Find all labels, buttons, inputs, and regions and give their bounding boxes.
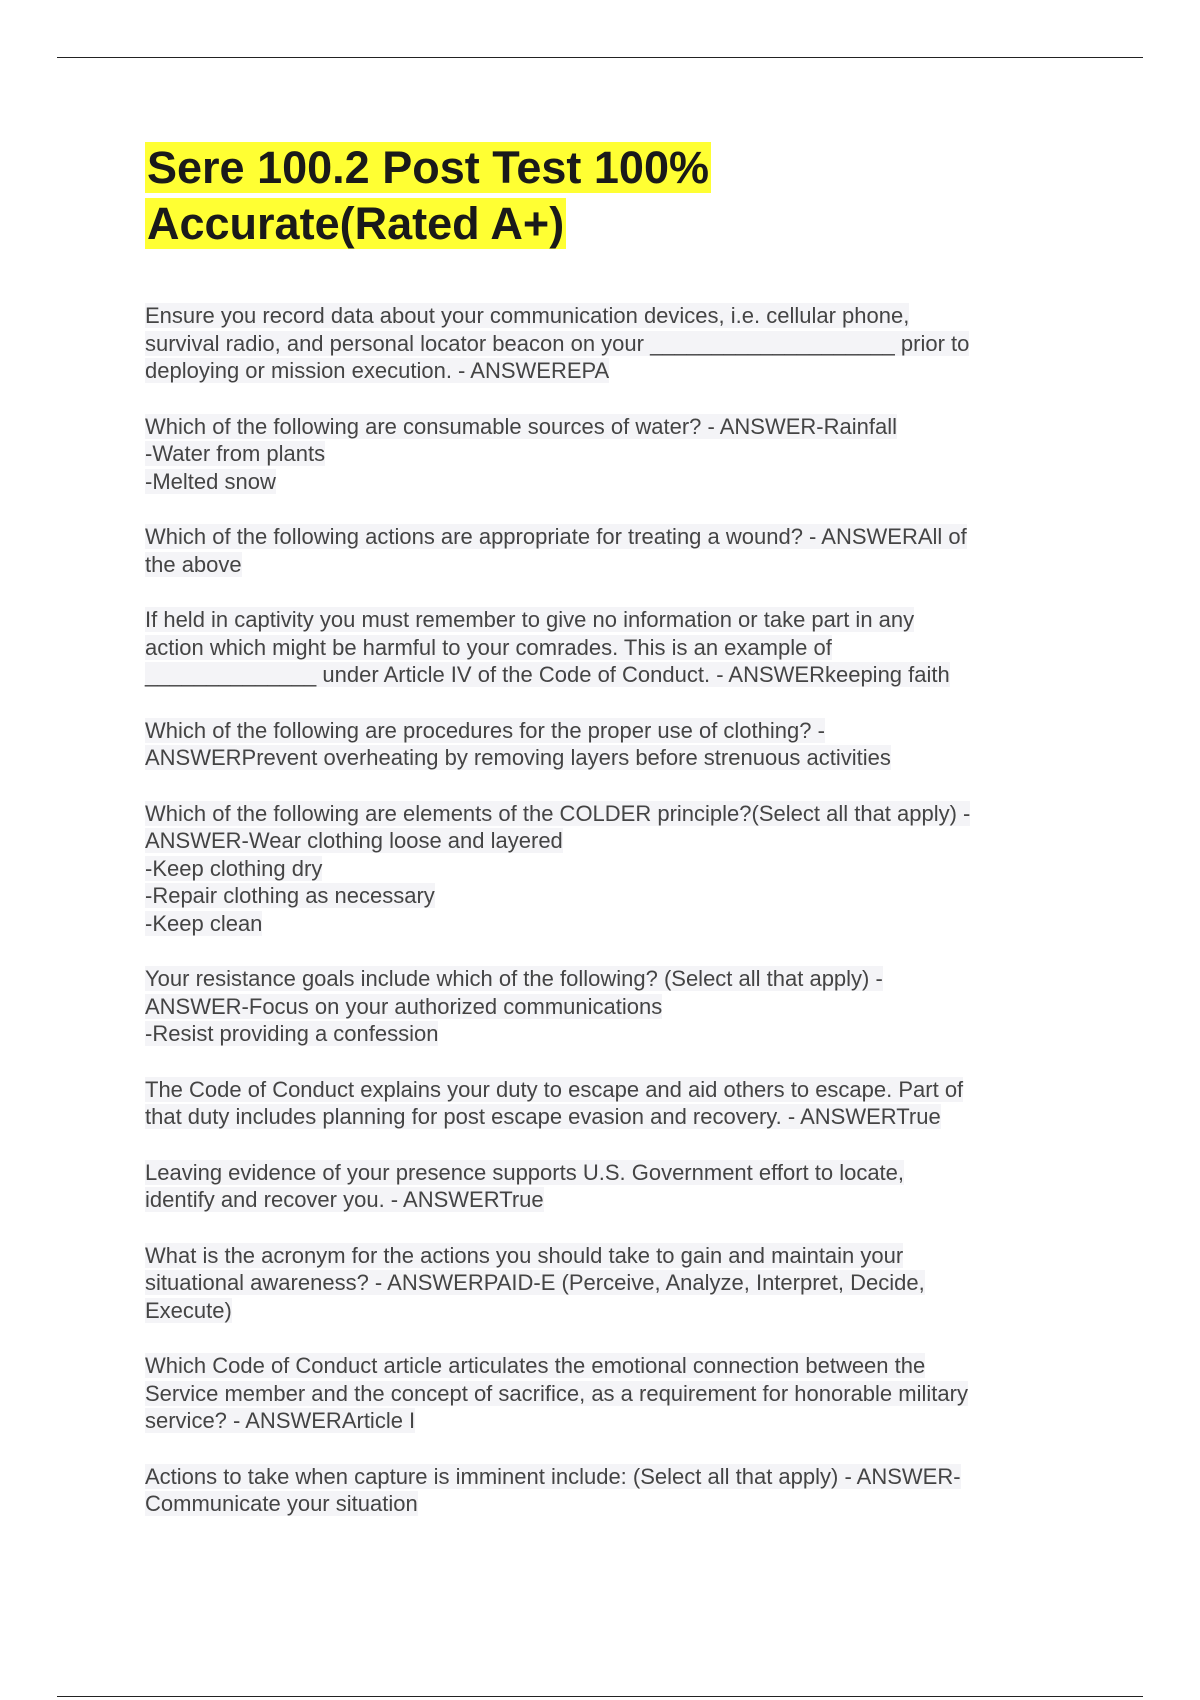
qa-line (145, 413, 1065, 441)
qa-line (145, 302, 1065, 330)
qa-line-text: situational awareness? - ANSWERPAID-E (Perceive, Analyze, Interpret, Decide, (145, 1270, 925, 1295)
qa-line (145, 1242, 1065, 1270)
qa-line (145, 468, 1065, 496)
qa-item (145, 1159, 1065, 1214)
qa-item (145, 965, 1065, 1048)
qa-line (145, 1407, 1065, 1435)
qa-line-text: action which might be harmful to your comrades. This is an example of (145, 634, 832, 660)
title-line-1: Sere 100.2 Post Test 100% (147, 142, 709, 193)
qa-line-text: If held in captivity you must remember to give no information or take part in any (145, 607, 915, 632)
qa-item (145, 302, 1065, 385)
footer-rule (57, 1696, 1143, 1697)
qa-line-text: What is the acronym for the actions you should take to gain and maintain your (145, 1242, 904, 1268)
qa-line (145, 1159, 1065, 1187)
qa-line (145, 827, 1065, 855)
qa-line-text: Service member and the concept of sacrifice, as a requirement for honorable military (145, 1380, 968, 1406)
qa-line (145, 551, 1065, 579)
qa-line-text: Leaving evidence of your presence supports U.S. Government effort to locate, (145, 1159, 905, 1185)
qa-line-text: Actions to take when capture is imminent include: (Select all that apply) - ANSWER- (145, 1463, 961, 1489)
qa-line (145, 965, 1065, 993)
qa-line-text: identify and recover you. - ANSWERTrue (145, 1187, 544, 1212)
qa-item (145, 1242, 1065, 1325)
qa-line (145, 744, 1065, 772)
qa-line-text: deploying or mission execution. - ANSWEREPA (145, 358, 610, 383)
qa-line (145, 1186, 1065, 1214)
qa-line (145, 1076, 1065, 1104)
qa-item (145, 1352, 1065, 1435)
qa-line-text: survival radio, and personal locator beacon on your ____________________ prior to (145, 330, 970, 356)
qa-line-text: Which of the following actions are appropriate for treating a wound? - ANSWERAll of (145, 524, 967, 549)
qa-line (145, 1297, 1065, 1325)
qa-line (145, 634, 1065, 662)
qa-item (145, 523, 1065, 578)
qa-line (145, 800, 1065, 828)
qa-line (145, 855, 1065, 883)
qa-line (145, 1463, 1065, 1491)
qa-line (145, 440, 1065, 468)
question-answer-list (145, 302, 1065, 1518)
qa-line (145, 717, 1065, 745)
qa-line (145, 357, 1065, 385)
qa-item (145, 1463, 1065, 1518)
qa-line (145, 993, 1065, 1021)
qa-line (145, 1020, 1065, 1048)
qa-line-text: Execute) (145, 1297, 232, 1323)
qa-line-text: -Resist providing a confession (145, 1021, 439, 1046)
qa-line-text: Which Code of Conduct article articulates the emotional connection between the (145, 1353, 926, 1378)
qa-line-text: ANSWER-Wear clothing loose and layered (145, 828, 563, 853)
qa-line-text: ANSWERPrevent overheating by removing layers before strenuous activities (145, 745, 891, 770)
qa-line (145, 1352, 1065, 1380)
qa-line (145, 1103, 1065, 1131)
qa-line-text: the above (145, 551, 242, 577)
qa-line-text: -Melted snow (145, 468, 276, 494)
qa-line-text: -Water from plants (145, 441, 326, 466)
qa-line-text: The Code of Conduct explains your duty to escape and aid others to escape. Part of (145, 1076, 964, 1102)
qa-line (145, 330, 1065, 358)
qa-line-text: Which of the following are consumable sources of water? - ANSWER-Rainfall (145, 413, 897, 439)
qa-line (145, 1269, 1065, 1297)
qa-line (145, 910, 1065, 938)
qa-line-text: -Keep clean (145, 910, 263, 936)
title-line-2: Accurate(Rated A+) (147, 198, 565, 249)
qa-line-text: Communicate your situation (145, 1491, 418, 1516)
qa-line-text: Ensure you record data about your communication devices, i.e. cellular phone, (145, 303, 910, 328)
qa-line-text: Which of the following are elements of the COLDER principle?(Select all that apply) - (145, 800, 971, 826)
qa-line (145, 1490, 1065, 1518)
qa-line (145, 882, 1065, 910)
qa-item (145, 606, 1065, 689)
qa-line-text: -Keep clothing dry (145, 855, 323, 881)
qa-item (145, 1076, 1065, 1131)
qa-line-text: that duty includes planning for post escape evasion and recovery. - ANSWERTrue (145, 1104, 941, 1129)
qa-line-text: service? - ANSWERArticle I (145, 1408, 416, 1433)
qa-item (145, 717, 1065, 772)
document-page (145, 140, 1065, 1546)
qa-line-text: ______________ under Article IV of the Code of Conduct. - ANSWERkeeping faith (145, 662, 950, 687)
qa-item (145, 413, 1065, 496)
qa-line (145, 606, 1065, 634)
qa-line-text: Which of the following are procedures for the proper use of clothing? - (145, 717, 825, 743)
qa-line (145, 523, 1065, 551)
qa-line-text: Your resistance goals include which of the following? (Select all that apply) - (145, 966, 883, 991)
qa-line (145, 661, 1065, 689)
qa-item (145, 800, 1065, 938)
qa-line-text: ANSWER-Focus on your authorized communications (145, 993, 663, 1019)
header-rule (57, 57, 1143, 58)
qa-line (145, 1380, 1065, 1408)
qa-line-text: -Repair clothing as necessary (145, 883, 435, 908)
document-title (145, 140, 1065, 252)
